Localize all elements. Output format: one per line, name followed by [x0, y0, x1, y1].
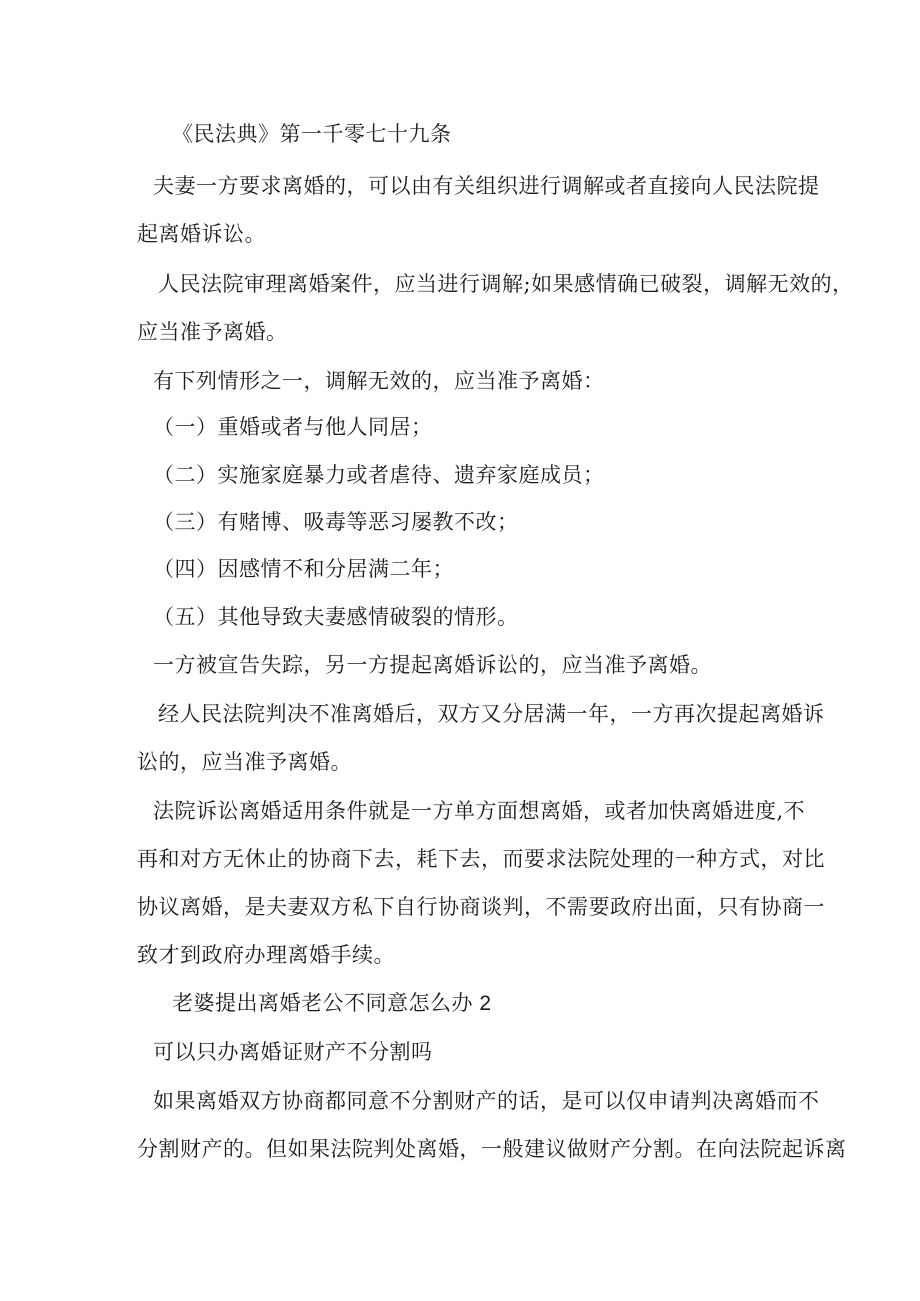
paragraph-5-line-1: 经人民法院判决不准离婚后，双方又分居满一年，一方再次提起离婚诉: [158, 702, 825, 726]
list-item-3: （三）有赌博、吸毒等恶习屡教不改；: [153, 510, 519, 534]
paragraph-2-line-1: 人民法院审理离婚案件，应当进行调解;如果感情确已破裂，调解无效的，: [158, 272, 854, 296]
section-heading-3: 可以只办离婚证财产不分割吗: [153, 1041, 433, 1064]
list-item-5: （五）其他导致夫妻感情破裂的情形。: [153, 605, 519, 629]
list-item-2: （二）实施家庭暴力或者虐待、遗弃家庭成员；: [153, 463, 605, 487]
paragraph-6-line-4: 致才到政府办理离婚手续。: [137, 943, 395, 967]
paragraph-5-line-2: 讼的，应当准予离婚。: [137, 750, 352, 774]
paragraph-1-line-1: 夫妻一方要求离婚的，可以由有关组织进行调解或者直接向人民法院提: [153, 174, 820, 198]
list-item-1: （一）重婚或者与他人同居；: [153, 415, 433, 439]
paragraph-7-line-2: 分割财产的。但如果法院判处离婚，一般建议做财产分割。在向法院起诉离: [137, 1137, 847, 1161]
list-item-4: （四）因感情不和分居满二年；: [153, 557, 454, 581]
section-heading-2: 老婆提出离婚老公不同意怎么办 2: [172, 992, 492, 1015]
paragraph-6-line-1: 法院诉讼离婚适用条件就是一方单方面想离婚，或者加快离婚进度,不: [153, 799, 806, 823]
heading-civil-code-article: 《民法典》第一千零七十九条: [172, 122, 452, 146]
paragraph-1-line-2: 起离婚诉讼。: [137, 222, 266, 246]
paragraph-6-line-2: 再和对方无休止的协商下去，耗下去，而要求法院处理的一种方式，对比: [137, 847, 825, 871]
paragraph-6-line-3: 协议离婚，是夫妻双方私下自行协商谈判，不需要政府出面，只有协商一: [137, 895, 825, 919]
paragraph-4: 一方被宣告失踪，另一方提起离婚诉讼的，应当准予离婚。: [153, 653, 712, 677]
paragraph-7-line-1: 如果离婚双方协商都同意不分割财产的话，是可以仅申请判决离婚而不: [153, 1089, 820, 1113]
paragraph-3: 有下列情形之一，调解无效的，应当准予离婚：: [153, 369, 605, 393]
paragraph-2-line-2: 应当准予离婚。: [137, 320, 288, 344]
